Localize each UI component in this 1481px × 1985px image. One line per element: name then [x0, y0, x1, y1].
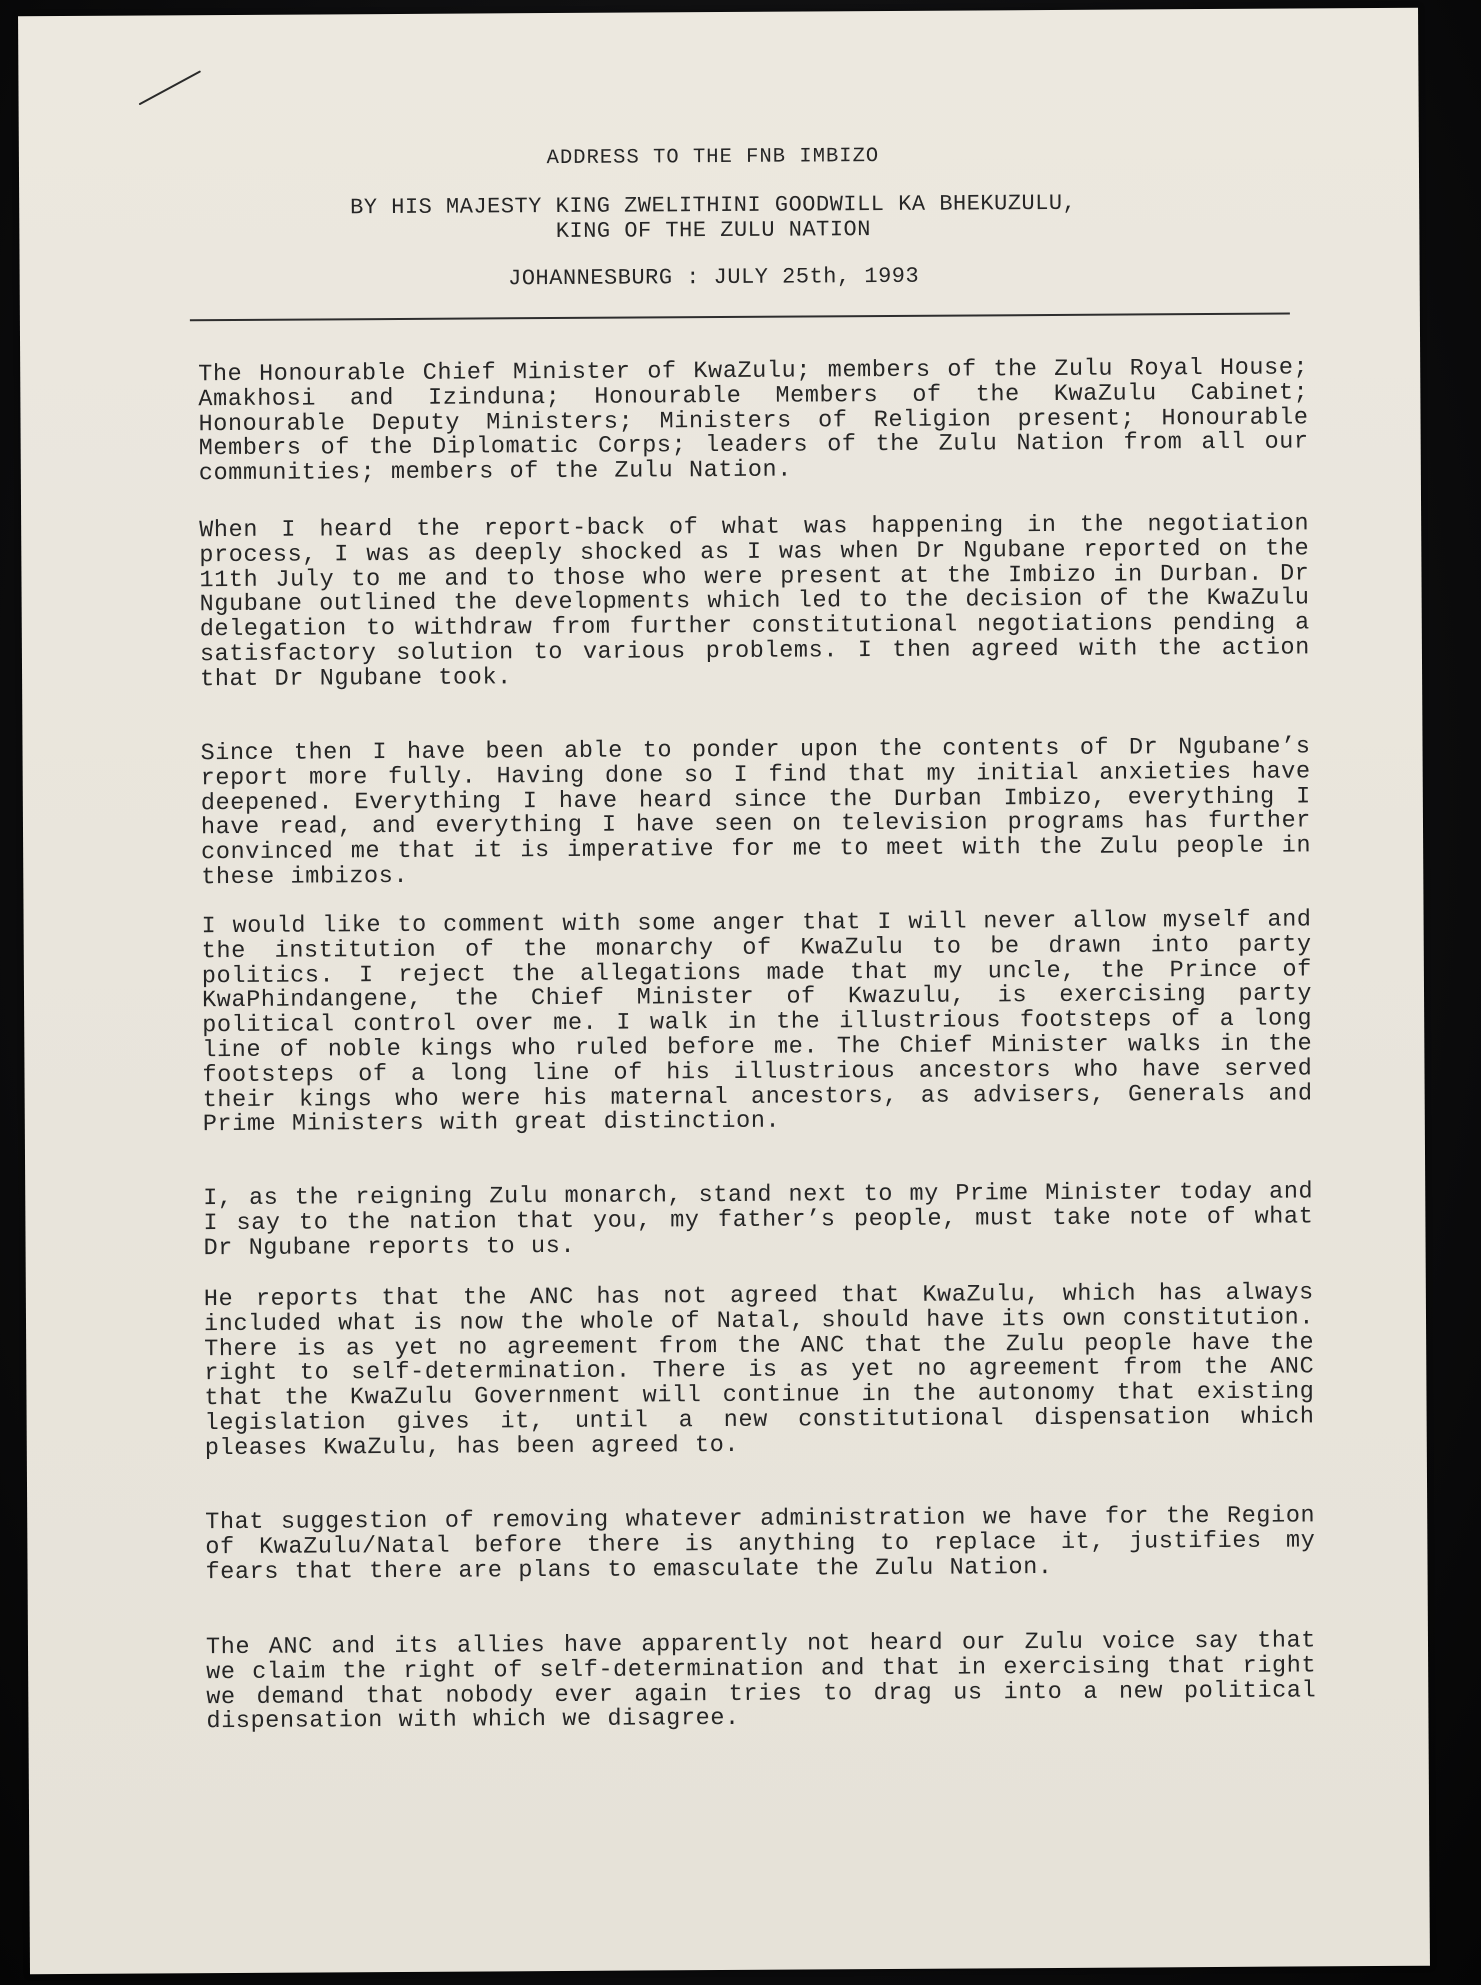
paragraph-anc-report: He reports that the ANC has not agreed that KwaZulu, which has always included what is now the whole of Natal, should have its own constitution. There is as yet no agreement from the ANC that the Zulu people have the right to self-determination. There is as yet no agreement from the ANC that the KwaZulu Government will continue in the autonomy that existing legislation gives it, until a new constitutional dispensation which pleases KwaZulu, has been agreed to. [203, 1279, 1315, 1462]
paragraph-salutation: The Honourable Chief Minister of KwaZulu; members of the Zulu Royal House; Amakhosi and Izinduna; Honourable Members of the KwaZulu Cabinet; Honourable Deputy Ministers; Ministers of Religion present; Honourable Members of the Diplomatic Corps; leaders of the Zulu Nation from all our communities; members of the Zulu Nation. [198, 354, 1309, 488]
paragraph-self-determination: The ANC and its allies have apparently not heard our Zulu voice say that we claim the right of self-determination and that in exercising that right we demand that nobody ever again tries to drag us into a new political dispensation with which we disagree. [205, 1627, 1317, 1736]
paragraph-administration: That suggestion of removing whatever administration we have for the Region of KwaZulu/Natal before there is anything to replace it, justifies my fears that there are plans to emasculate the Zulu Nation. [205, 1502, 1316, 1586]
document-place-date: JOHANNESBURG : JULY 25th, 1993 [508, 263, 920, 292]
document-page [18, 8, 1430, 1975]
paragraph-report-back: When I heard the report-back of what was happening in the negotiation process, I was as deeply shocked as I was when Dr Ngubane reported on the 11th July to me and to those who were present at the Imbizo in Durban. Dr Ngubane outlined the developments which led to the decision of the KwaZulu delegation to withdraw from further constitutional negotiations pending a satisfactory solution to various problems. I then agreed with the action that Dr Ngubane took. [199, 510, 1310, 693]
paragraph-party-politics: I would like to comment with some anger that I will never allow myself and the institution of the monarchy of KwaZulu to be drawn into party politics. I reject the allegations made that my uncle, the Prince of KwaPhindangene, the Chief Minister of Kwazulu, is exercising party political control over me. I walk in the illustrious footsteps of a long line of noble kings who ruled before me. The Chief Minister walks in the footsteps of a long line of his illustrious ancestors who have served their kings who were his maternal ancestors, as advisers, Generals and Prime Ministers with great distinction. [201, 906, 1313, 1139]
pen-mark [139, 70, 202, 105]
document-byline-title: KING OF THE ZULU NATION [555, 217, 872, 245]
paragraph-anxieties: Since then I have been able to ponder upon the contents of Dr Ngubane’s report more fully. Having done so I find that my initial anxieties have deepened. Everything I have heard since the Durban Imbizo, everything I have read, and everything I have seen on television programs has further convinced me that it is imperative for me to meet with the Zulu people in these imbizos. [200, 733, 1312, 892]
document-byline: BY HIS MAJESTY KING ZWELITHINI GOODWILL KA BHEKUZULU, [350, 190, 1077, 221]
document-title: ADDRESS TO THE FNB IMBIZO [546, 145, 880, 171]
header-divider [190, 313, 1290, 322]
paragraph-reigning-monarch: I, as the reigning Zulu monarch, stand next to my Prime Minister today and I say to the nation that you, my father’s people, must take note of what Dr Ngubane reports to us. [203, 1178, 1314, 1262]
